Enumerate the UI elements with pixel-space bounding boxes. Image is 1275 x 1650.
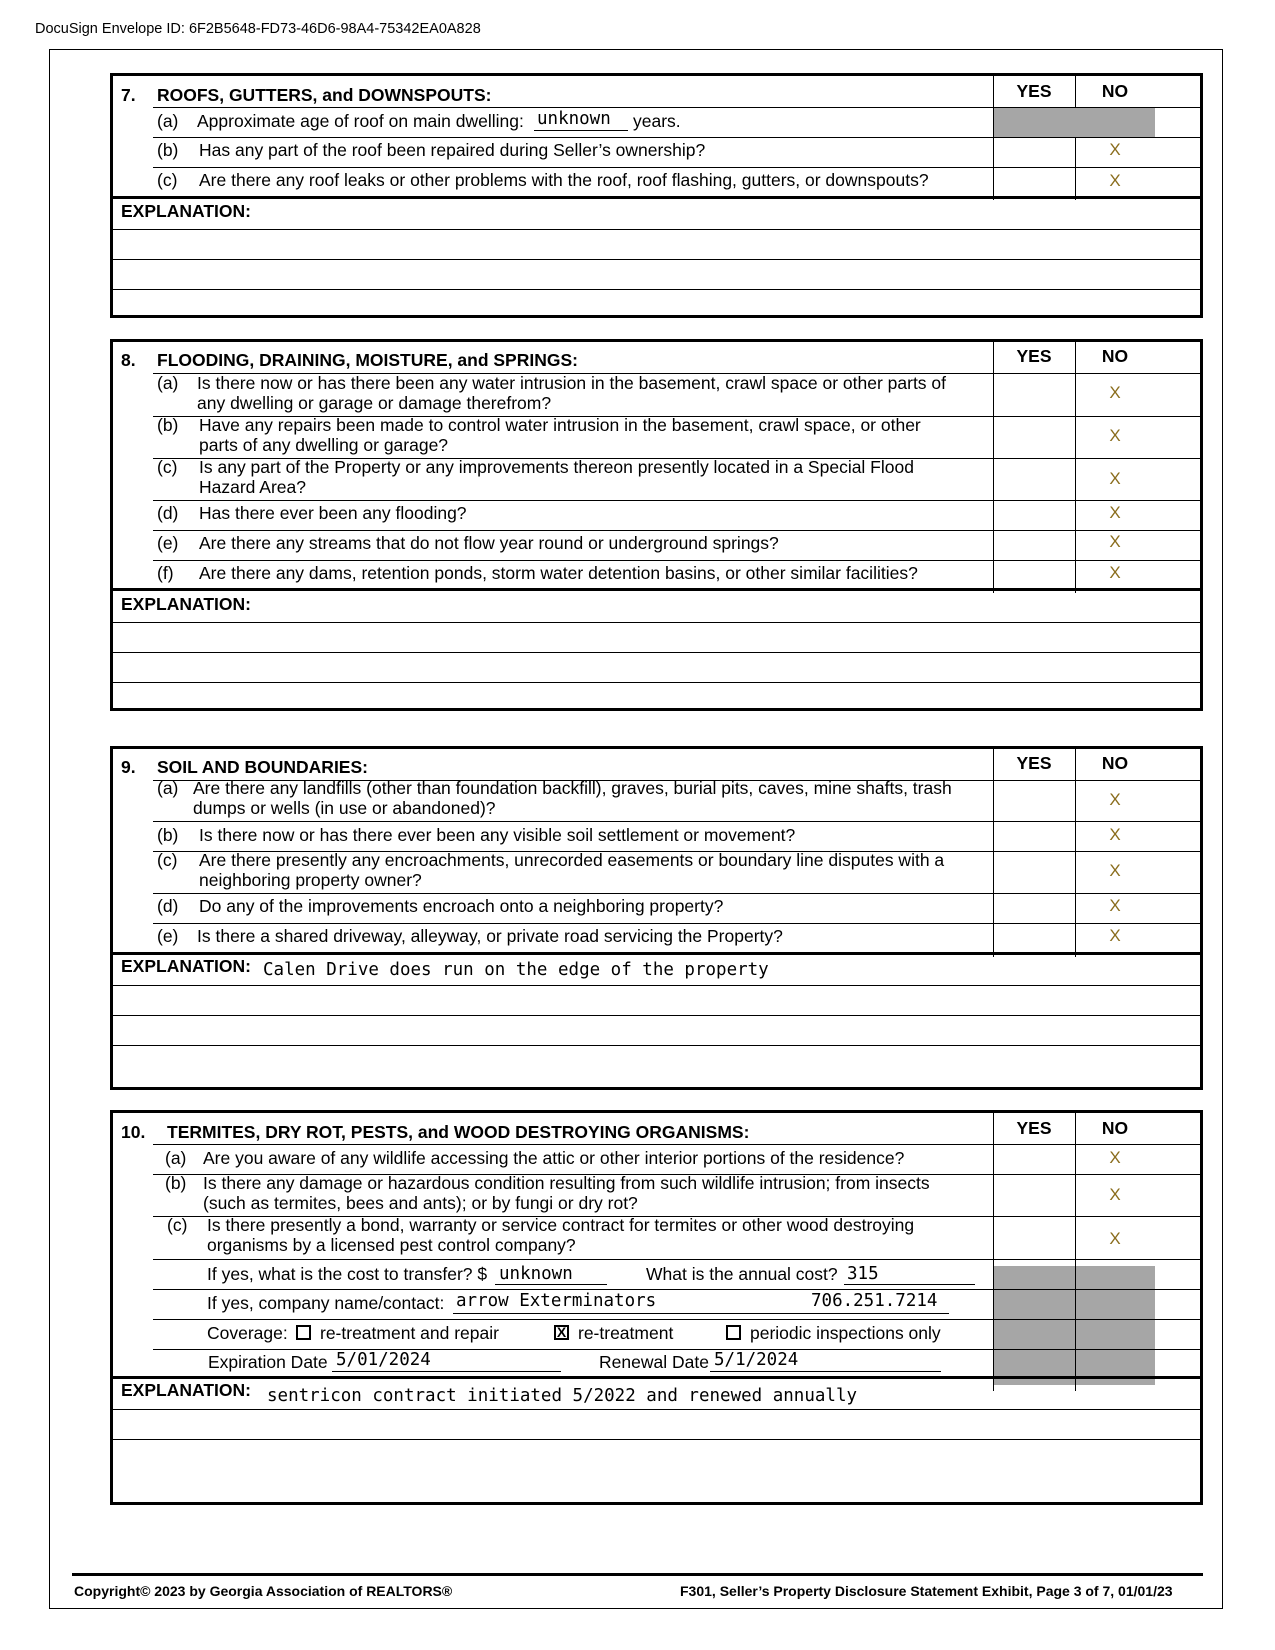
- no-answer-mark[interactable]: X: [1109, 1148, 1121, 1167]
- explanation-label: EXPLANATION:: [121, 594, 251, 614]
- explanation-label: EXPLANATION:: [121, 201, 251, 221]
- section-number: 8.: [121, 350, 136, 370]
- question-text: Is there presently a bond, warranty or service contract for termites or other wood destroying: [207, 1215, 915, 1235]
- yes-header: YES: [1016, 753, 1052, 773]
- question-letter: (b): [157, 825, 179, 845]
- question-letter: (b): [157, 415, 179, 435]
- question-letter: (c): [157, 457, 178, 477]
- question-letter: (d): [157, 503, 179, 523]
- question-text: Is there a shared driveway, alleyway, or private road servicing the Property?: [197, 926, 783, 946]
- no-answer-mark[interactable]: X: [1109, 532, 1121, 551]
- question-letter: (f): [157, 563, 174, 583]
- footer-rule: [72, 1573, 1203, 1576]
- coverage-option-label: periodic inspections only: [750, 1323, 941, 1343]
- section-termites: [110, 1110, 1203, 1505]
- roof-age-value[interactable]: unknown: [537, 109, 611, 129]
- coverage-checkbox-periodic[interactable]: [726, 1325, 741, 1340]
- question-text: Do any of the improvements encroach onto a neighboring property?: [199, 896, 724, 916]
- footer-copyright: Copyright© 2023 by Georgia Association of REALTORS®: [74, 1583, 453, 1599]
- question-letter: (b): [165, 1173, 187, 1193]
- annual-cost-label: What is the annual cost?: [646, 1264, 838, 1284]
- cost-transfer-label: If yes, what is the cost to transfer? $: [207, 1264, 488, 1284]
- question-text: any dwelling or garage or damage therefrom?: [197, 393, 552, 413]
- company-phone-value[interactable]: 706.251.7214: [811, 1291, 938, 1311]
- question-text: Has there ever been any flooding?: [199, 503, 467, 523]
- no-answer-mark[interactable]: X: [1109, 861, 1121, 880]
- explanation-text[interactable]: Calen Drive does run on the edge of the property: [263, 960, 769, 980]
- question-text: Has any part of the roof been repaired during Seller’s ownership?: [199, 140, 706, 160]
- no-answer-mark[interactable]: X: [1109, 926, 1121, 945]
- company-label: If yes, company name/contact:: [207, 1293, 445, 1313]
- section-roofs: [110, 73, 1203, 318]
- section-title: FLOODING, DRAINING, MOISTURE, and SPRINGS:: [157, 350, 578, 370]
- explanation-label: EXPLANATION:: [121, 956, 251, 976]
- shaded-cell: [994, 108, 1155, 137]
- no-answer-mark[interactable]: X: [1109, 563, 1121, 582]
- no-header: NO: [1101, 1118, 1129, 1138]
- question-text: years.: [633, 111, 681, 131]
- section-title: TERMITES, DRY ROT, PESTS, and WOOD DESTROYING ORGANISMS:: [167, 1122, 750, 1142]
- question-letter: (a): [157, 373, 179, 393]
- no-answer-mark[interactable]: X: [1109, 790, 1121, 809]
- question-letter: (c): [167, 1215, 188, 1235]
- section-soil: [110, 746, 1203, 1090]
- cost-transfer-value[interactable]: unknown: [499, 1264, 573, 1284]
- question-text: dumps or wells (in use or abandoned)?: [193, 798, 496, 818]
- section-number: 7.: [121, 85, 136, 105]
- question-text: Are you aware of any wildlife accessing the attic or other interior portions of the residence?: [203, 1148, 905, 1168]
- question-text: Have any repairs been made to control water intrusion in the basement, crawl space, or other: [199, 415, 921, 435]
- no-answer-mark[interactable]: X: [1109, 1229, 1121, 1248]
- no-answer-mark[interactable]: X: [1109, 469, 1121, 488]
- question-text: parts of any dwelling or garage?: [199, 435, 449, 455]
- question-letter: (b): [157, 140, 179, 160]
- no-answer-mark[interactable]: X: [1109, 896, 1121, 915]
- no-answer-mark[interactable]: X: [1109, 503, 1121, 522]
- question-text: Is there now or has there ever been any visible soil settlement or movement?: [199, 825, 796, 845]
- question-text: Are there presently any encroachments, unrecorded easements or boundary line disputes with a: [199, 850, 945, 870]
- expiration-label: Expiration Date: [208, 1352, 328, 1372]
- section-title: SOIL AND BOUNDARIES:: [157, 757, 368, 777]
- section-number: 9.: [121, 757, 136, 777]
- company-value[interactable]: arrow Exterminators: [456, 1291, 657, 1311]
- no-header: NO: [1101, 81, 1129, 101]
- no-answer-mark[interactable]: X: [1109, 1185, 1121, 1204]
- no-answer-mark[interactable]: X: [1109, 825, 1121, 844]
- question-letter: (d): [157, 896, 179, 916]
- expiration-value[interactable]: 5/01/2024: [336, 1350, 431, 1370]
- question-text: Is there any damage or hazardous condition resulting from such wildlife intrusion; from insects: [203, 1173, 930, 1193]
- section-title: ROOFS, GUTTERS, and DOWNSPOUTS:: [157, 85, 492, 105]
- question-letter: (c): [157, 850, 178, 870]
- no-header: NO: [1101, 753, 1129, 773]
- no-answer-mark[interactable]: X: [1109, 171, 1121, 190]
- question-letter: (c): [157, 170, 178, 190]
- renewal-label: Renewal Date: [599, 1352, 709, 1372]
- question-letter: (e): [157, 533, 179, 553]
- coverage-checkbox-retreatment-repair[interactable]: [296, 1325, 311, 1340]
- annual-cost-value[interactable]: 315: [847, 1264, 879, 1284]
- question-text: Are there any dams, retention ponds, storm water detention basins, or other similar facilities?: [199, 563, 918, 583]
- question-text: Is there now or has there been any water intrusion in the basement, crawl space or other parts of: [197, 373, 947, 393]
- question-letter: (a): [157, 111, 179, 131]
- section-number: 10.: [121, 1122, 146, 1142]
- question-text: Are there any landfills (other than foundation backfill), graves, burial pits, caves, mine shafts, trash: [193, 778, 952, 798]
- coverage-checkbox-retreatment[interactable]: X: [554, 1325, 569, 1340]
- envelope-id: DocuSign Envelope ID: 6F2B5648-FD73-46D6-98A4-75342EA0A828: [35, 21, 481, 37]
- question-text: neighboring property owner?: [199, 870, 422, 890]
- yes-header: YES: [1016, 346, 1052, 366]
- question-letter: (a): [157, 778, 179, 798]
- question-text: Is any part of the Property or any improvements thereon presently located in a Special Flood: [199, 457, 914, 477]
- no-answer-mark[interactable]: X: [1109, 426, 1121, 445]
- question-text: Approximate age of roof on main dwelling:: [197, 111, 524, 131]
- coverage-option-label: re-treatment: [578, 1323, 674, 1343]
- question-letter: (e): [157, 926, 179, 946]
- footer-form-info: F301, Seller’s Property Disclosure Statement Exhibit, Page 3 of 7, 01/01/23: [680, 1583, 1173, 1599]
- no-answer-mark[interactable]: X: [1109, 140, 1121, 159]
- question-text: Are there any roof leaks or other problems with the roof, roof flashing, gutters, or downspouts?: [199, 170, 929, 190]
- question-text: (such as termites, bees and ants); or by fungi or dry rot?: [203, 1193, 638, 1213]
- question-text: Hazard Area?: [199, 477, 307, 497]
- section-flooding: [110, 339, 1203, 711]
- explanation-text[interactable]: sentricon contract initiated 5/2022 and renewed annually: [267, 1386, 858, 1406]
- question-text: Are there any streams that do not flow year round or underground springs?: [199, 533, 779, 553]
- coverage-label: Coverage:: [207, 1323, 288, 1343]
- explanation-label: EXPLANATION:: [121, 1380, 251, 1400]
- question-text: organisms by a licensed pest control company?: [207, 1235, 576, 1255]
- question-letter: (a): [165, 1148, 187, 1168]
- no-header: NO: [1101, 346, 1129, 366]
- no-answer-mark[interactable]: X: [1109, 383, 1121, 402]
- yes-header: YES: [1016, 1118, 1052, 1138]
- coverage-option-label: re-treatment and repair: [320, 1323, 499, 1343]
- renewal-value[interactable]: 5/1/2024: [714, 1350, 799, 1370]
- yes-header: YES: [1016, 81, 1052, 101]
